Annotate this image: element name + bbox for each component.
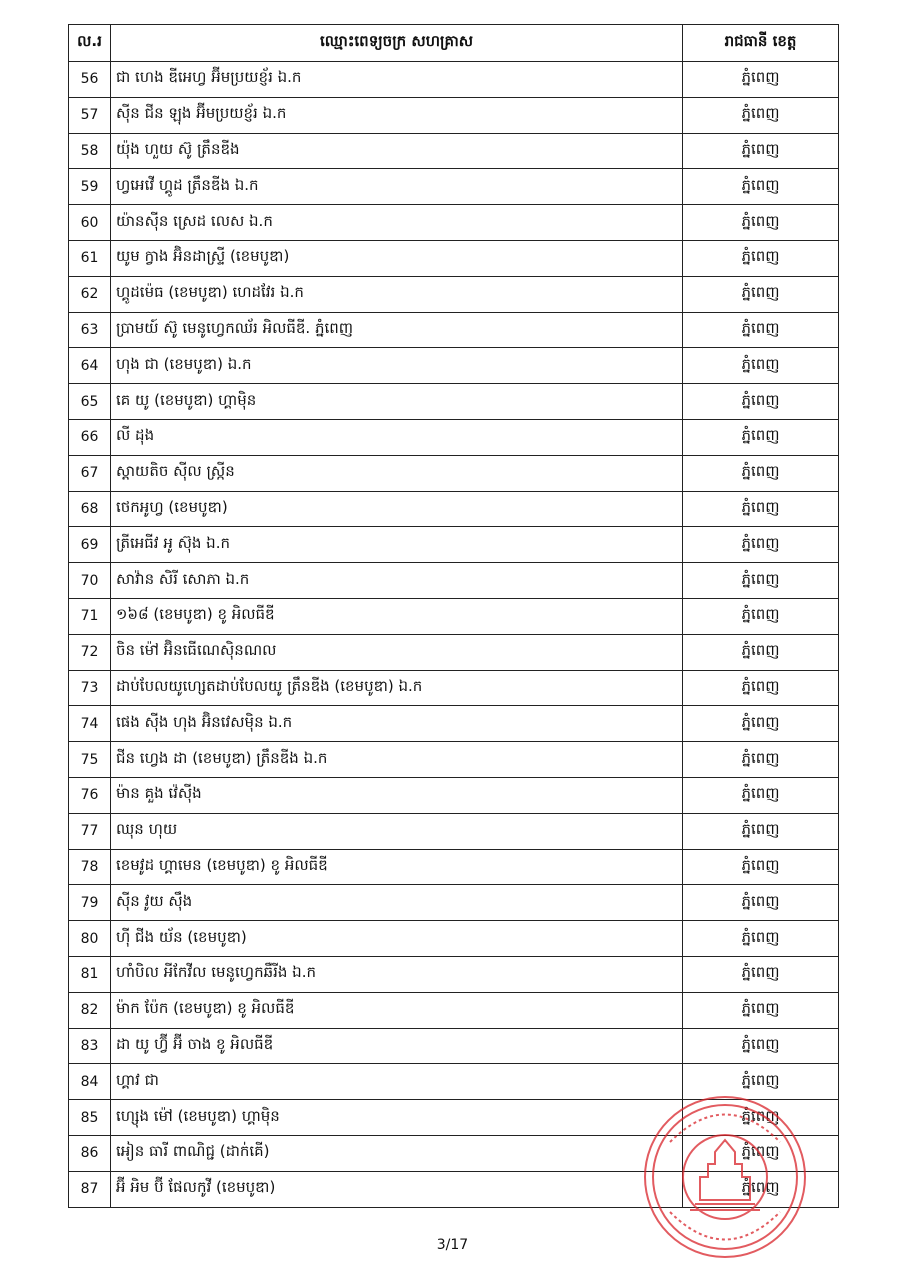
company-name: ស៊ីន ជីន ឡុង អ៊ីមប្រយខ្ញ័រ ឯ.ក xyxy=(111,97,683,133)
province-name: ភ្នំពេញ xyxy=(683,312,839,348)
province-name: ភ្នំពេញ xyxy=(683,205,839,241)
row-number: 72 xyxy=(69,634,111,670)
province-name: ភ្នំពេញ xyxy=(683,1135,839,1171)
row-number: 58 xyxy=(69,133,111,169)
province-name: ភ្នំពេញ xyxy=(683,62,839,98)
province-name: ភ្នំពេញ xyxy=(683,240,839,276)
table-row xyxy=(69,563,839,599)
table-row xyxy=(69,1100,839,1136)
table-row xyxy=(69,276,839,312)
row-number: 79 xyxy=(69,885,111,921)
province-name: ភ្នំពេញ xyxy=(683,1028,839,1064)
province-name: ភ្នំពេញ xyxy=(683,706,839,742)
province-name: ភ្នំពេញ xyxy=(683,1100,839,1136)
table-row xyxy=(69,455,839,491)
table-row xyxy=(69,813,839,849)
company-name: យ៉ុង ហួយ ស៊ូ ត្រឹនឌីង xyxy=(111,133,683,169)
row-number: 81 xyxy=(69,956,111,992)
table-row xyxy=(69,169,839,205)
row-number: 71 xyxy=(69,598,111,634)
province-name: ភ្នំពេញ xyxy=(683,169,839,205)
table-row xyxy=(69,634,839,670)
province-name: ភ្នំពេញ xyxy=(683,742,839,778)
company-name: យ៉ានស៊ីន ស្រេដ លេស ឯ.ក xyxy=(111,205,683,241)
company-name: ហាំបិល អីកែវីល មេនូហ្វេកឆឺរីង ឯ.ក xyxy=(111,956,683,992)
table-row xyxy=(69,1064,839,1100)
row-number: 77 xyxy=(69,813,111,849)
table-row xyxy=(69,992,839,1028)
company-name: គេ យូ (ខេមបូឌា) ហ្គាម៉ិន xyxy=(111,384,683,420)
province-name: ភ្នំពេញ xyxy=(683,921,839,957)
row-number: 85 xyxy=(69,1100,111,1136)
row-number: 67 xyxy=(69,455,111,491)
table-row xyxy=(69,491,839,527)
table-row xyxy=(69,97,839,133)
table-row xyxy=(69,419,839,455)
row-number: 80 xyxy=(69,921,111,957)
company-name: ស៊ីន វូយ ស៊ឹង xyxy=(111,885,683,921)
province-name: ភ្នំពេញ xyxy=(683,670,839,706)
row-number: 60 xyxy=(69,205,111,241)
province-name: ភ្នំពេញ xyxy=(683,527,839,563)
page-number: 3/17 xyxy=(436,1237,469,1253)
header-province: រាជធានី ខេត្ត xyxy=(683,25,839,62)
province-name: ភ្នំពេញ xyxy=(683,276,839,312)
row-number: 76 xyxy=(69,777,111,813)
company-name: អៀន ធារី ពាណិជ្ជ (ដាក់គើ) xyxy=(111,1135,683,1171)
company-table xyxy=(68,24,839,1208)
row-number: 83 xyxy=(69,1028,111,1064)
row-number: 59 xyxy=(69,169,111,205)
table-row xyxy=(69,527,839,563)
province-name: ភ្នំពេញ xyxy=(683,777,839,813)
row-number: 57 xyxy=(69,97,111,133)
row-number: 82 xyxy=(69,992,111,1028)
company-name: អ៊ី អិម ប៊ី ផែលកូវី (ខេមបូឌា) xyxy=(111,1171,683,1207)
row-number: 86 xyxy=(69,1135,111,1171)
table-row xyxy=(69,849,839,885)
row-number: 65 xyxy=(69,384,111,420)
table-row xyxy=(69,742,839,778)
row-number: 64 xyxy=(69,348,111,384)
table-row xyxy=(69,1135,839,1171)
table-row xyxy=(69,598,839,634)
company-name: ជីន ហ្វេង ដា (ខេមបូឌា) ត្រឹនឌីង ឯ.ក xyxy=(111,742,683,778)
company-name: ១៦៨ (ខេមបូឌា) ខូ អិលធីឌី xyxy=(111,598,683,634)
document-sheet xyxy=(68,24,838,1208)
table-row xyxy=(69,1171,839,1207)
company-name: ហ្គូដម៉េធ (ខេមបូឌា) ហេដវែរ ឯ.ក xyxy=(111,276,683,312)
row-number: 70 xyxy=(69,563,111,599)
province-name: ភ្នំពេញ xyxy=(683,491,839,527)
table-row xyxy=(69,205,839,241)
province-name: ភ្នំពេញ xyxy=(683,455,839,491)
company-name: លី ដុង xyxy=(111,419,683,455)
province-name: ភ្នំពេញ xyxy=(683,133,839,169)
row-number: 75 xyxy=(69,742,111,778)
province-name: ភ្នំពេញ xyxy=(683,1064,839,1100)
province-name: ភ្នំពេញ xyxy=(683,634,839,670)
company-name: យូម ក្វាង អ៊ិនដាស្ទ្រី (ខេមបូឌា) xyxy=(111,240,683,276)
row-number: 61 xyxy=(69,240,111,276)
table-row xyxy=(69,956,839,992)
province-name: ភ្នំពេញ xyxy=(683,598,839,634)
company-name: សាវ៉ាន សិរី សោភា ឯ.ក xyxy=(111,563,683,599)
company-name: ហ្សេុង ម៉ៅ (ខេមបូឌា) ហ្គាម៉ិន xyxy=(111,1100,683,1136)
company-name: ខេមវូដ ហ្គាមេន (ខេមបូឌា) ខូ អិលធីឌី xyxy=(111,849,683,885)
table-row xyxy=(69,312,839,348)
company-name: ឈុន ហុយ xyxy=(111,813,683,849)
header-number: ល.រ xyxy=(69,25,111,62)
province-name: ភ្នំពេញ xyxy=(683,885,839,921)
table-row xyxy=(69,670,839,706)
province-name: ភ្នំពេញ xyxy=(683,384,839,420)
header-company-name: ឈ្មោះពេទ្យចក្រ សហគ្រាស xyxy=(111,25,683,62)
table-row xyxy=(69,133,839,169)
company-name: ផេង ស៊ីង ហុង អ៊ិនវេសម៉ិន ឯ.ក xyxy=(111,706,683,742)
province-name: ភ្នំពេញ xyxy=(683,813,839,849)
province-name: ភ្នំពេញ xyxy=(683,563,839,599)
company-name: ស្តាយតិច ស៊ីល ស្ក្រីន xyxy=(111,455,683,491)
province-name: ភ្នំពេញ xyxy=(683,992,839,1028)
row-number: 74 xyxy=(69,706,111,742)
row-number: 69 xyxy=(69,527,111,563)
company-name: ត្រីអេធីវ អូ ស៊ុង ឯ.ក xyxy=(111,527,683,563)
company-name: ហុង ជា (ខេមបូឌា) ឯ.ក xyxy=(111,348,683,384)
row-number: 68 xyxy=(69,491,111,527)
row-number: 62 xyxy=(69,276,111,312)
table-row xyxy=(69,62,839,98)
table-row xyxy=(69,240,839,276)
province-name: ភ្នំពេញ xyxy=(683,97,839,133)
row-number: 66 xyxy=(69,419,111,455)
province-name: ភ្នំពេញ xyxy=(683,956,839,992)
province-name: ភ្នំពេញ xyxy=(683,348,839,384)
company-name: ហ្វអេវើ ហ្គូដ ត្រឹនឌីង ឯ.ក xyxy=(111,169,683,205)
company-name: ដាប់បែលយូហ្សេតដាប់បែលយូ ត្រឹនឌីង (ខេមបូឌា) ឯ.ក xyxy=(111,670,683,706)
company-name: ចិន ម៉ៅ អ៊ិនធើណេស៊ិនណល xyxy=(111,634,683,670)
row-number: 84 xyxy=(69,1064,111,1100)
company-name: ហ៊ី ជីង យ័ន (ខេមបូឌា) xyxy=(111,921,683,957)
table-body xyxy=(69,62,839,1208)
table-row xyxy=(69,921,839,957)
row-number: 87 xyxy=(69,1171,111,1207)
table-row xyxy=(69,1028,839,1064)
company-name: ហ្គាវ ជា xyxy=(111,1064,683,1100)
table-row xyxy=(69,777,839,813)
company-name: ដា យូ ហ្វ៊ី អ៊ី ចាង ខូ អិលធីឌី xyxy=(111,1028,683,1064)
province-name: ភ្នំពេញ xyxy=(683,849,839,885)
province-name: ភ្នំពេញ xyxy=(683,1171,839,1207)
company-name: ជា ហេង ឌីអេហ្វ អ៊ីមប្រយខ្ញ័រ ឯ.ក xyxy=(111,62,683,98)
company-name: ថេកអូហ្វ (ខេមបូឌា) xyxy=(111,491,683,527)
company-name: ប្រាមយ៍ ស៊ូ មេនូហ្វេកឈ័រ អិលធីឌី. ភ្នំពេញ xyxy=(111,312,683,348)
company-name: ម៉ាន គួង វ៉េស៊ីង xyxy=(111,777,683,813)
row-number: 63 xyxy=(69,312,111,348)
table-row xyxy=(69,706,839,742)
province-name: ភ្នំពេញ xyxy=(683,419,839,455)
table-row xyxy=(69,348,839,384)
row-number: 73 xyxy=(69,670,111,706)
table-header-row xyxy=(69,25,839,62)
table-row xyxy=(69,384,839,420)
row-number: 78 xyxy=(69,849,111,885)
row-number: 56 xyxy=(69,62,111,98)
table-row xyxy=(69,885,839,921)
company-name: ម៉ាក ប៉ែក (ខេមបូឌា) ខូ អិលធីឌី xyxy=(111,992,683,1028)
